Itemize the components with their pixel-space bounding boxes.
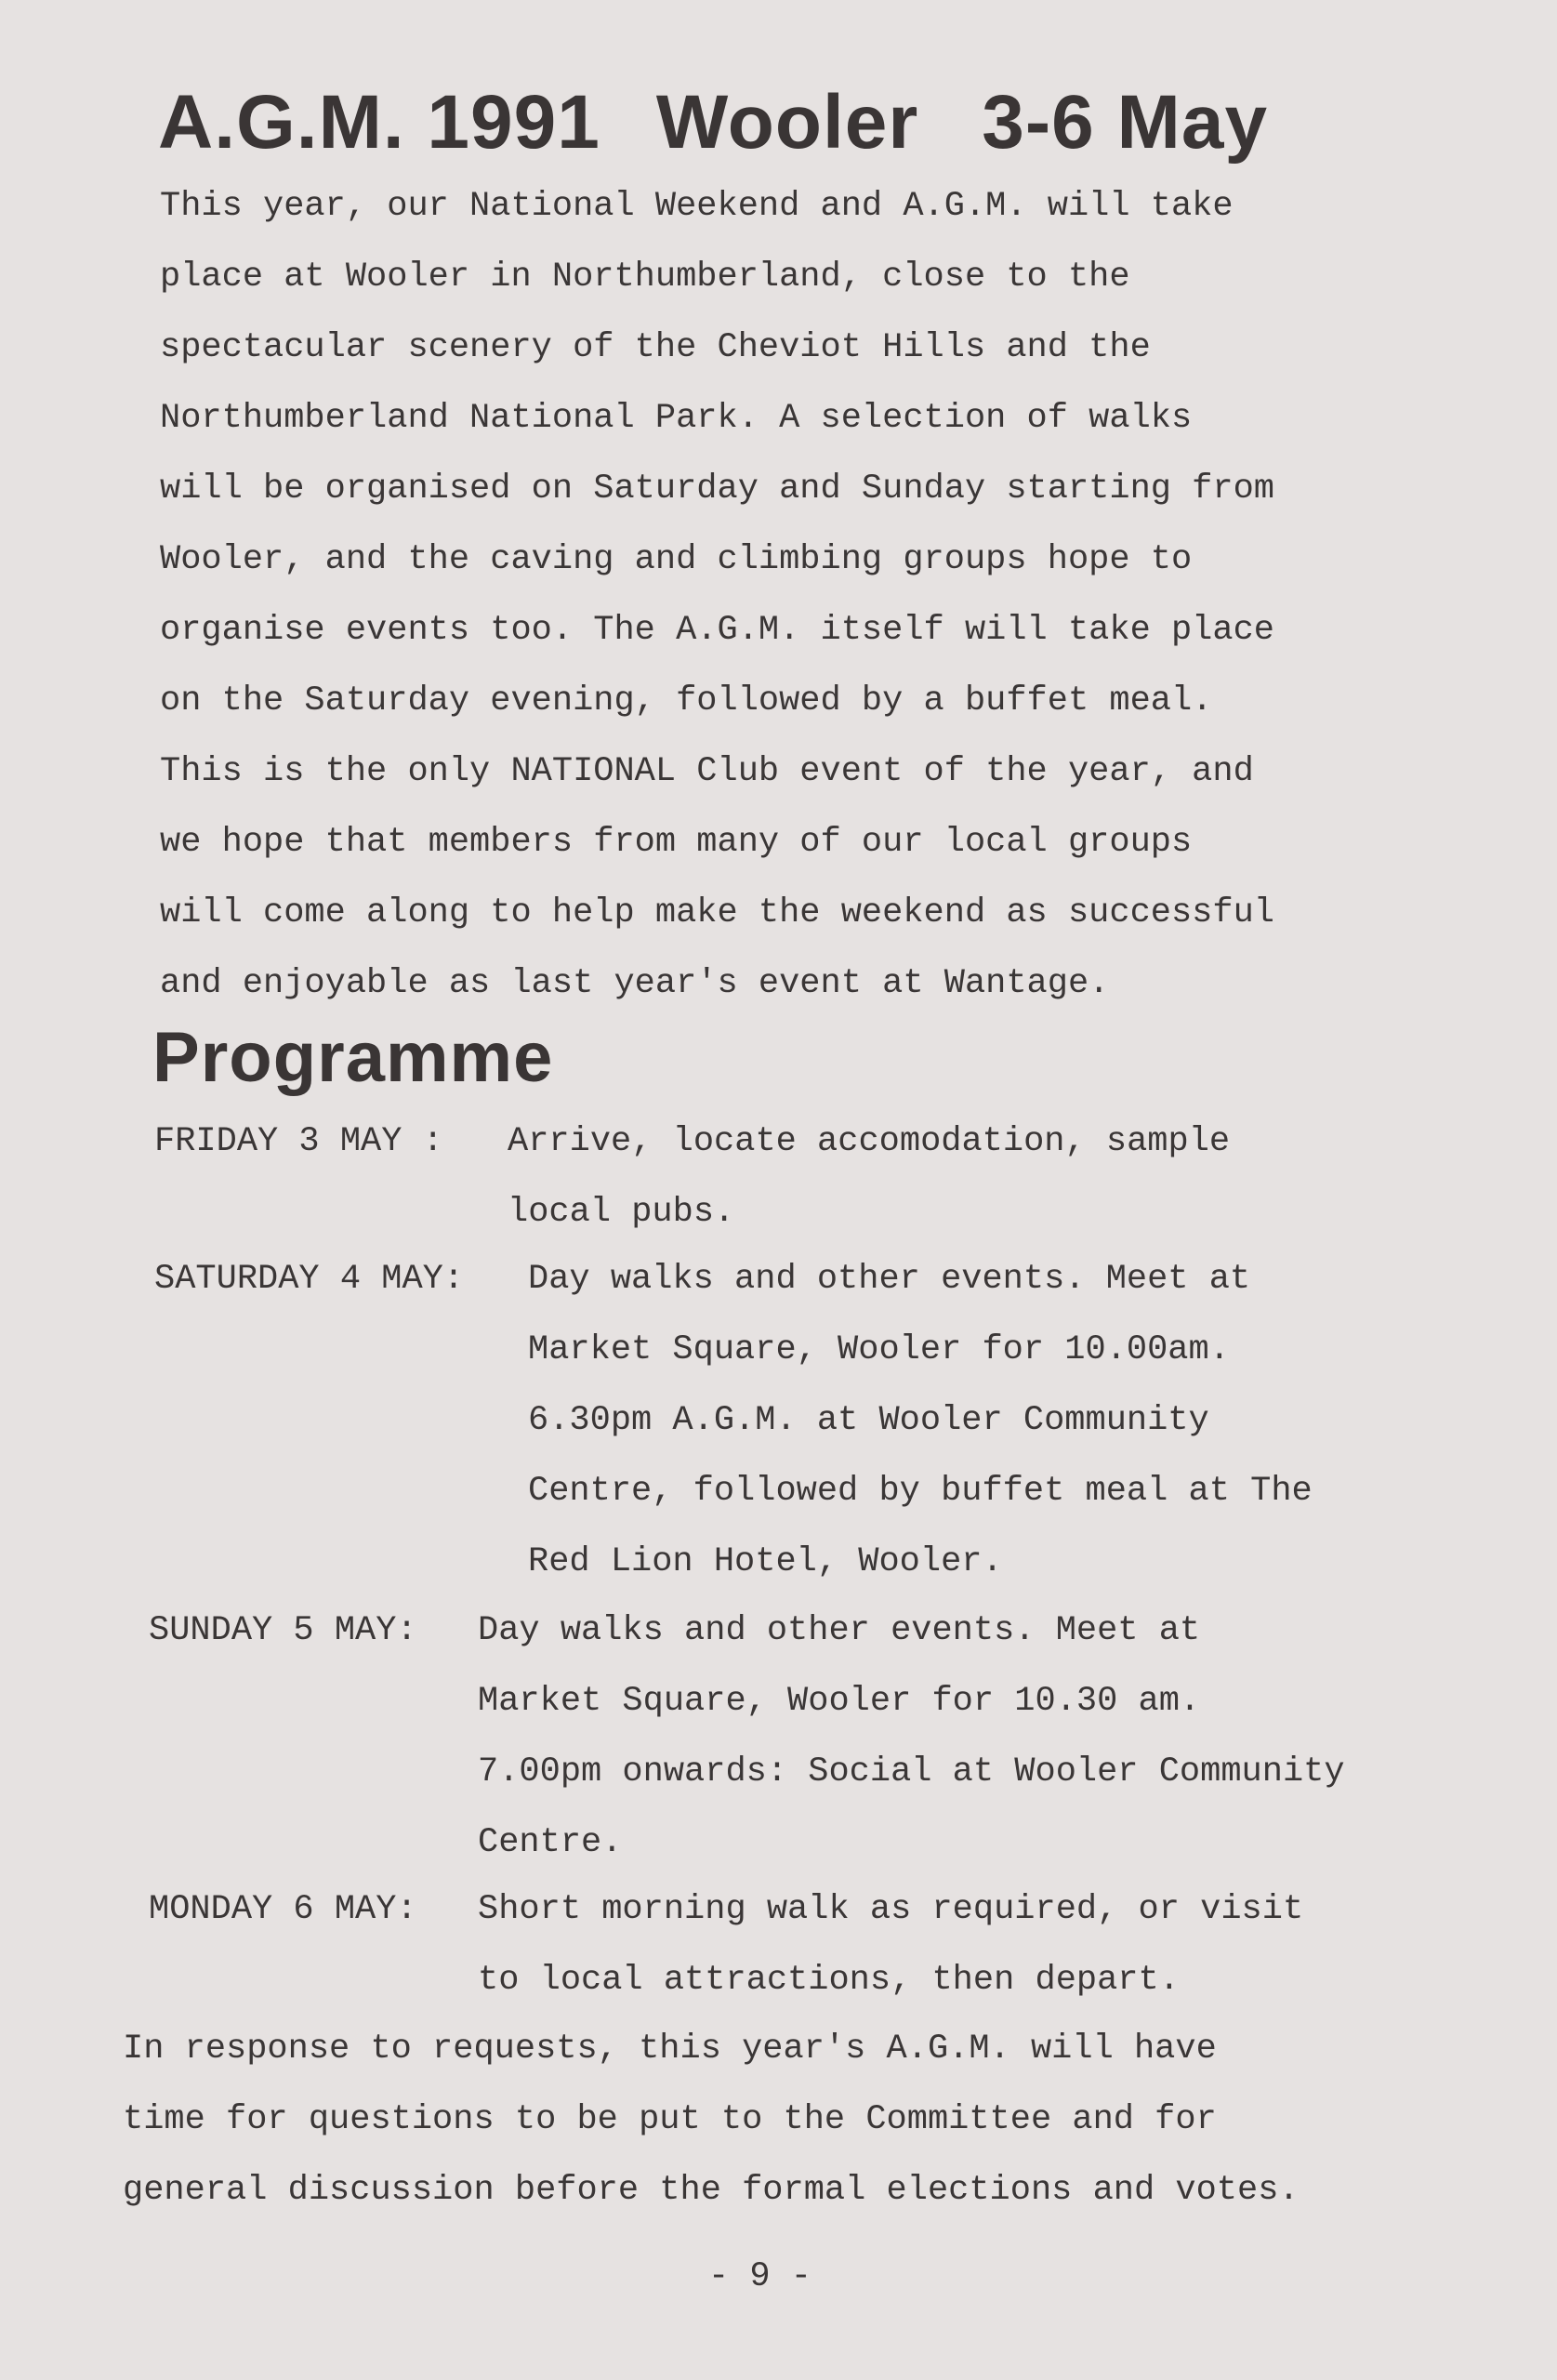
programme-line: 6.30pm A.G.M. at Wooler Community [528,1401,1209,1440]
programme-day-label-monday: MONDAY 6 MAY: [149,1890,417,1929]
programme-line: Centre. [478,1823,623,1862]
programme-day-label-saturday: SATURDAY 4 MAY: [154,1260,465,1299]
programme-line: Short morning walk as required, or visit [478,1890,1304,1929]
programme-line: Day walks and other events. Meet at [478,1611,1201,1650]
programme-day-desc-sunday [478,1595,1345,1878]
intro-line: and enjoyable as last year's event at Wantage. [160,964,1110,1003]
programme-line: local pubs. [508,1193,735,1232]
programme-line: Arrive, locate accomodation, sample [508,1122,1231,1161]
intro-line: we hope that members from many of our local groups [160,823,1193,862]
intro-line: Northumberland National Park. A selection of walks [160,399,1193,438]
programme-heading: Programme [152,1018,554,1097]
intro-line: This year, our National Weekend and A.G.M. will take [160,187,1234,226]
programme-day-desc-monday [478,1874,1303,2016]
intro-line: spectacular scenery of the Cheviot Hills and the [160,328,1151,367]
title-place: Wooler [655,80,919,165]
intro-line: will come along to help make the weekend as successful [160,893,1274,932]
programme-day-label-friday: FRIDAY 3 MAY : [154,1122,443,1161]
page-title [158,76,1404,169]
closing-line: time for questions to be put to the Committee and for [123,2100,1217,2139]
programme-line: Red Lion Hotel, Wooler. [528,1542,1003,1581]
programme-line: Market Square, Wooler for 10.00am. [528,1330,1230,1369]
intro-line: will be organised on Saturday and Sunday starting from [160,469,1274,509]
title-dates: 3-6 May [982,80,1269,165]
programme-line: to local attractions, then depart. [478,1961,1180,2000]
programme-line: Centre, followed by buffet meal at The [528,1472,1313,1511]
intro-line: organise events too. The A.G.M. itself will take place [160,611,1274,650]
closing-line: general discussion before the formal elections and votes. [123,2171,1300,2210]
programme-day-desc-saturday [528,1244,1313,1597]
programme-day-desc-friday [508,1106,1230,1248]
intro-paragraph [160,171,1461,1019]
intro-line: Wooler, and the caving and climbing groups hope to [160,540,1193,579]
intro-line: place at Wooler in Northumberland, close to the [160,258,1130,297]
page-number: - 9 - [707,2257,812,2296]
closing-line: In response to requests, this year's A.G.M. will have [123,2030,1217,2069]
programme-day-label-sunday: SUNDAY 5 MAY: [149,1611,417,1650]
closing-paragraph [123,2014,1471,2226]
programme-line: 7.00pm onwards: Social at Wooler Community [478,1752,1345,1792]
programme-line: Market Square, Wooler for 10.30 am. [478,1682,1201,1721]
programme-line: Day walks and other events. Meet at [528,1260,1251,1299]
intro-line: on the Saturday evening, followed by a buffet meal. [160,681,1213,721]
intro-line: This is the only NATIONAL Club event of the year, and [160,752,1254,791]
title-agm: A.G.M. 1991 [158,80,600,165]
